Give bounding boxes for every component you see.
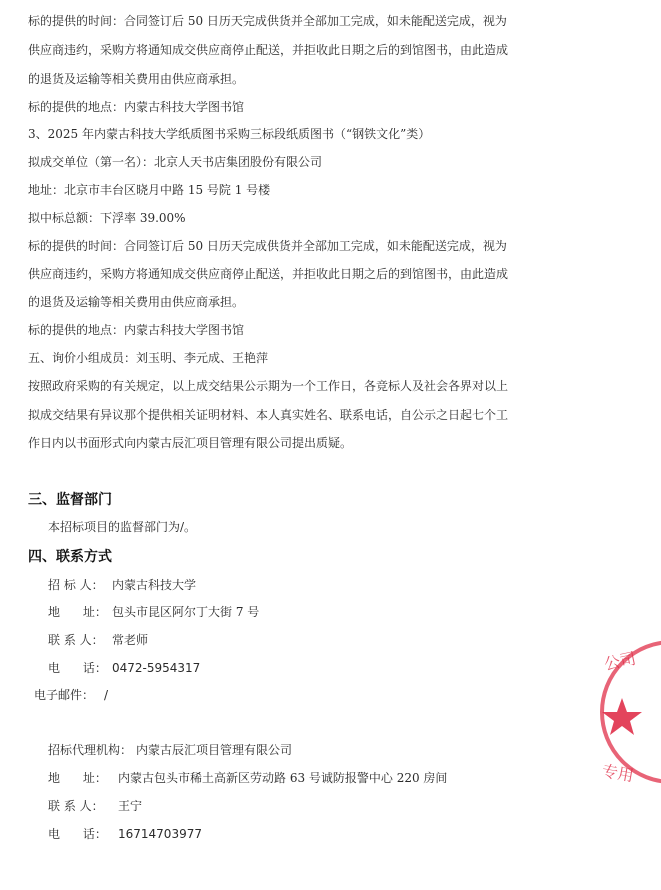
text-line: 供应商违约，采购方将通知成交供应商停止配送，并拒收此日期之后的到馆图书，由此造成	[28, 43, 509, 57]
contact-label: 联 系 人：	[48, 633, 104, 647]
text-line: 供应商违约，采购方将通知成交供应商停止配送，并拒收此日期之后的到馆图书，由此造成	[28, 267, 509, 281]
agency-phone-label: 电 话：	[48, 827, 107, 841]
seal-graphic	[594, 632, 661, 792]
text-line: 拟中标总额：下浮率 39.00%	[28, 211, 186, 225]
email-label: 电子邮件：	[34, 688, 95, 702]
agency-contact-value: 王宁	[118, 799, 143, 813]
tenderer-label: 招 标 人：	[48, 578, 104, 592]
official-seal	[594, 632, 661, 792]
text-line: 标的提供的地点：内蒙古科技大学图书馆	[28, 323, 245, 337]
phone-label: 电 话：	[48, 661, 107, 675]
agency-address-label: 地 址：	[48, 771, 107, 785]
section-heading-contact: 四、联系方式	[28, 549, 112, 565]
agency-value: 内蒙古辰汇项目管理有限公司	[136, 743, 293, 757]
text-line: 拟成交单位（第一名）：北京人天书店集团股份有限公司	[28, 155, 323, 169]
agency-contact-label: 联 系 人：	[48, 799, 104, 813]
supervision-text: 本招标项目的监督部门为/。	[48, 520, 197, 534]
star-icon	[602, 698, 642, 735]
agency-address-value: 内蒙古包头市稀土高新区劳动路 63 号诚防报警中心 220 房间	[118, 771, 448, 785]
text-line: 的退货及运输等相关费用由供应商承担。	[28, 72, 245, 86]
section-heading-supervision: 三、监督部门	[28, 492, 112, 508]
agency-phone-value: 16714703977	[118, 827, 202, 841]
text-line: 的退货及运输等相关费用由供应商承担。	[28, 295, 245, 309]
text-line: 地址：北京市丰台区晓月中路 15 号院 1 号楼	[28, 183, 271, 197]
text-line: 标的提供的时间：合同签订后 50 日历天完成供货并全部加工完成，如未能配送完成，视为	[28, 14, 507, 28]
text-line: 拟成交结果有异议那个提供相关证明材料、本人真实姓名、联系电话，自公示之日起七个工	[28, 408, 509, 422]
address-label: 地 址：	[48, 605, 107, 619]
seal-text-bottom: 专用	[600, 761, 636, 786]
address-value: 包头市昆区阿尔丁大街 7 号	[112, 605, 260, 619]
text-line: 按照政府采购的有关规定，以上成交结果公示期为一个工作日，各竞标人及社会各界对以上	[28, 379, 509, 393]
text-line: 作日内以书面形式向内蒙古辰汇项目管理有限公司提出质疑。	[28, 436, 353, 450]
phone-value: 0472-5954317	[112, 661, 201, 675]
text-line: 五、询价小组成员：刘玉明、李元成、王艳萍	[28, 351, 269, 365]
text-line: 标的提供的地点：内蒙古科技大学图书馆	[28, 100, 245, 114]
text-line: 3、2025 年内蒙古科技大学纸质图书采购三标段纸质图书（“钢铁文化”类）	[28, 127, 431, 141]
agency-label: 招标代理机构：	[48, 743, 133, 757]
text-line: 标的提供的时间：合同签订后 50 日历天完成供货并全部加工完成，如未能配送完成，视为	[28, 239, 507, 253]
tenderer-value: 内蒙古科技大学	[112, 578, 197, 592]
contact-value: 常老师	[112, 633, 149, 647]
email-value: /	[104, 688, 109, 702]
seal-text-top: 公司	[602, 648, 638, 674]
